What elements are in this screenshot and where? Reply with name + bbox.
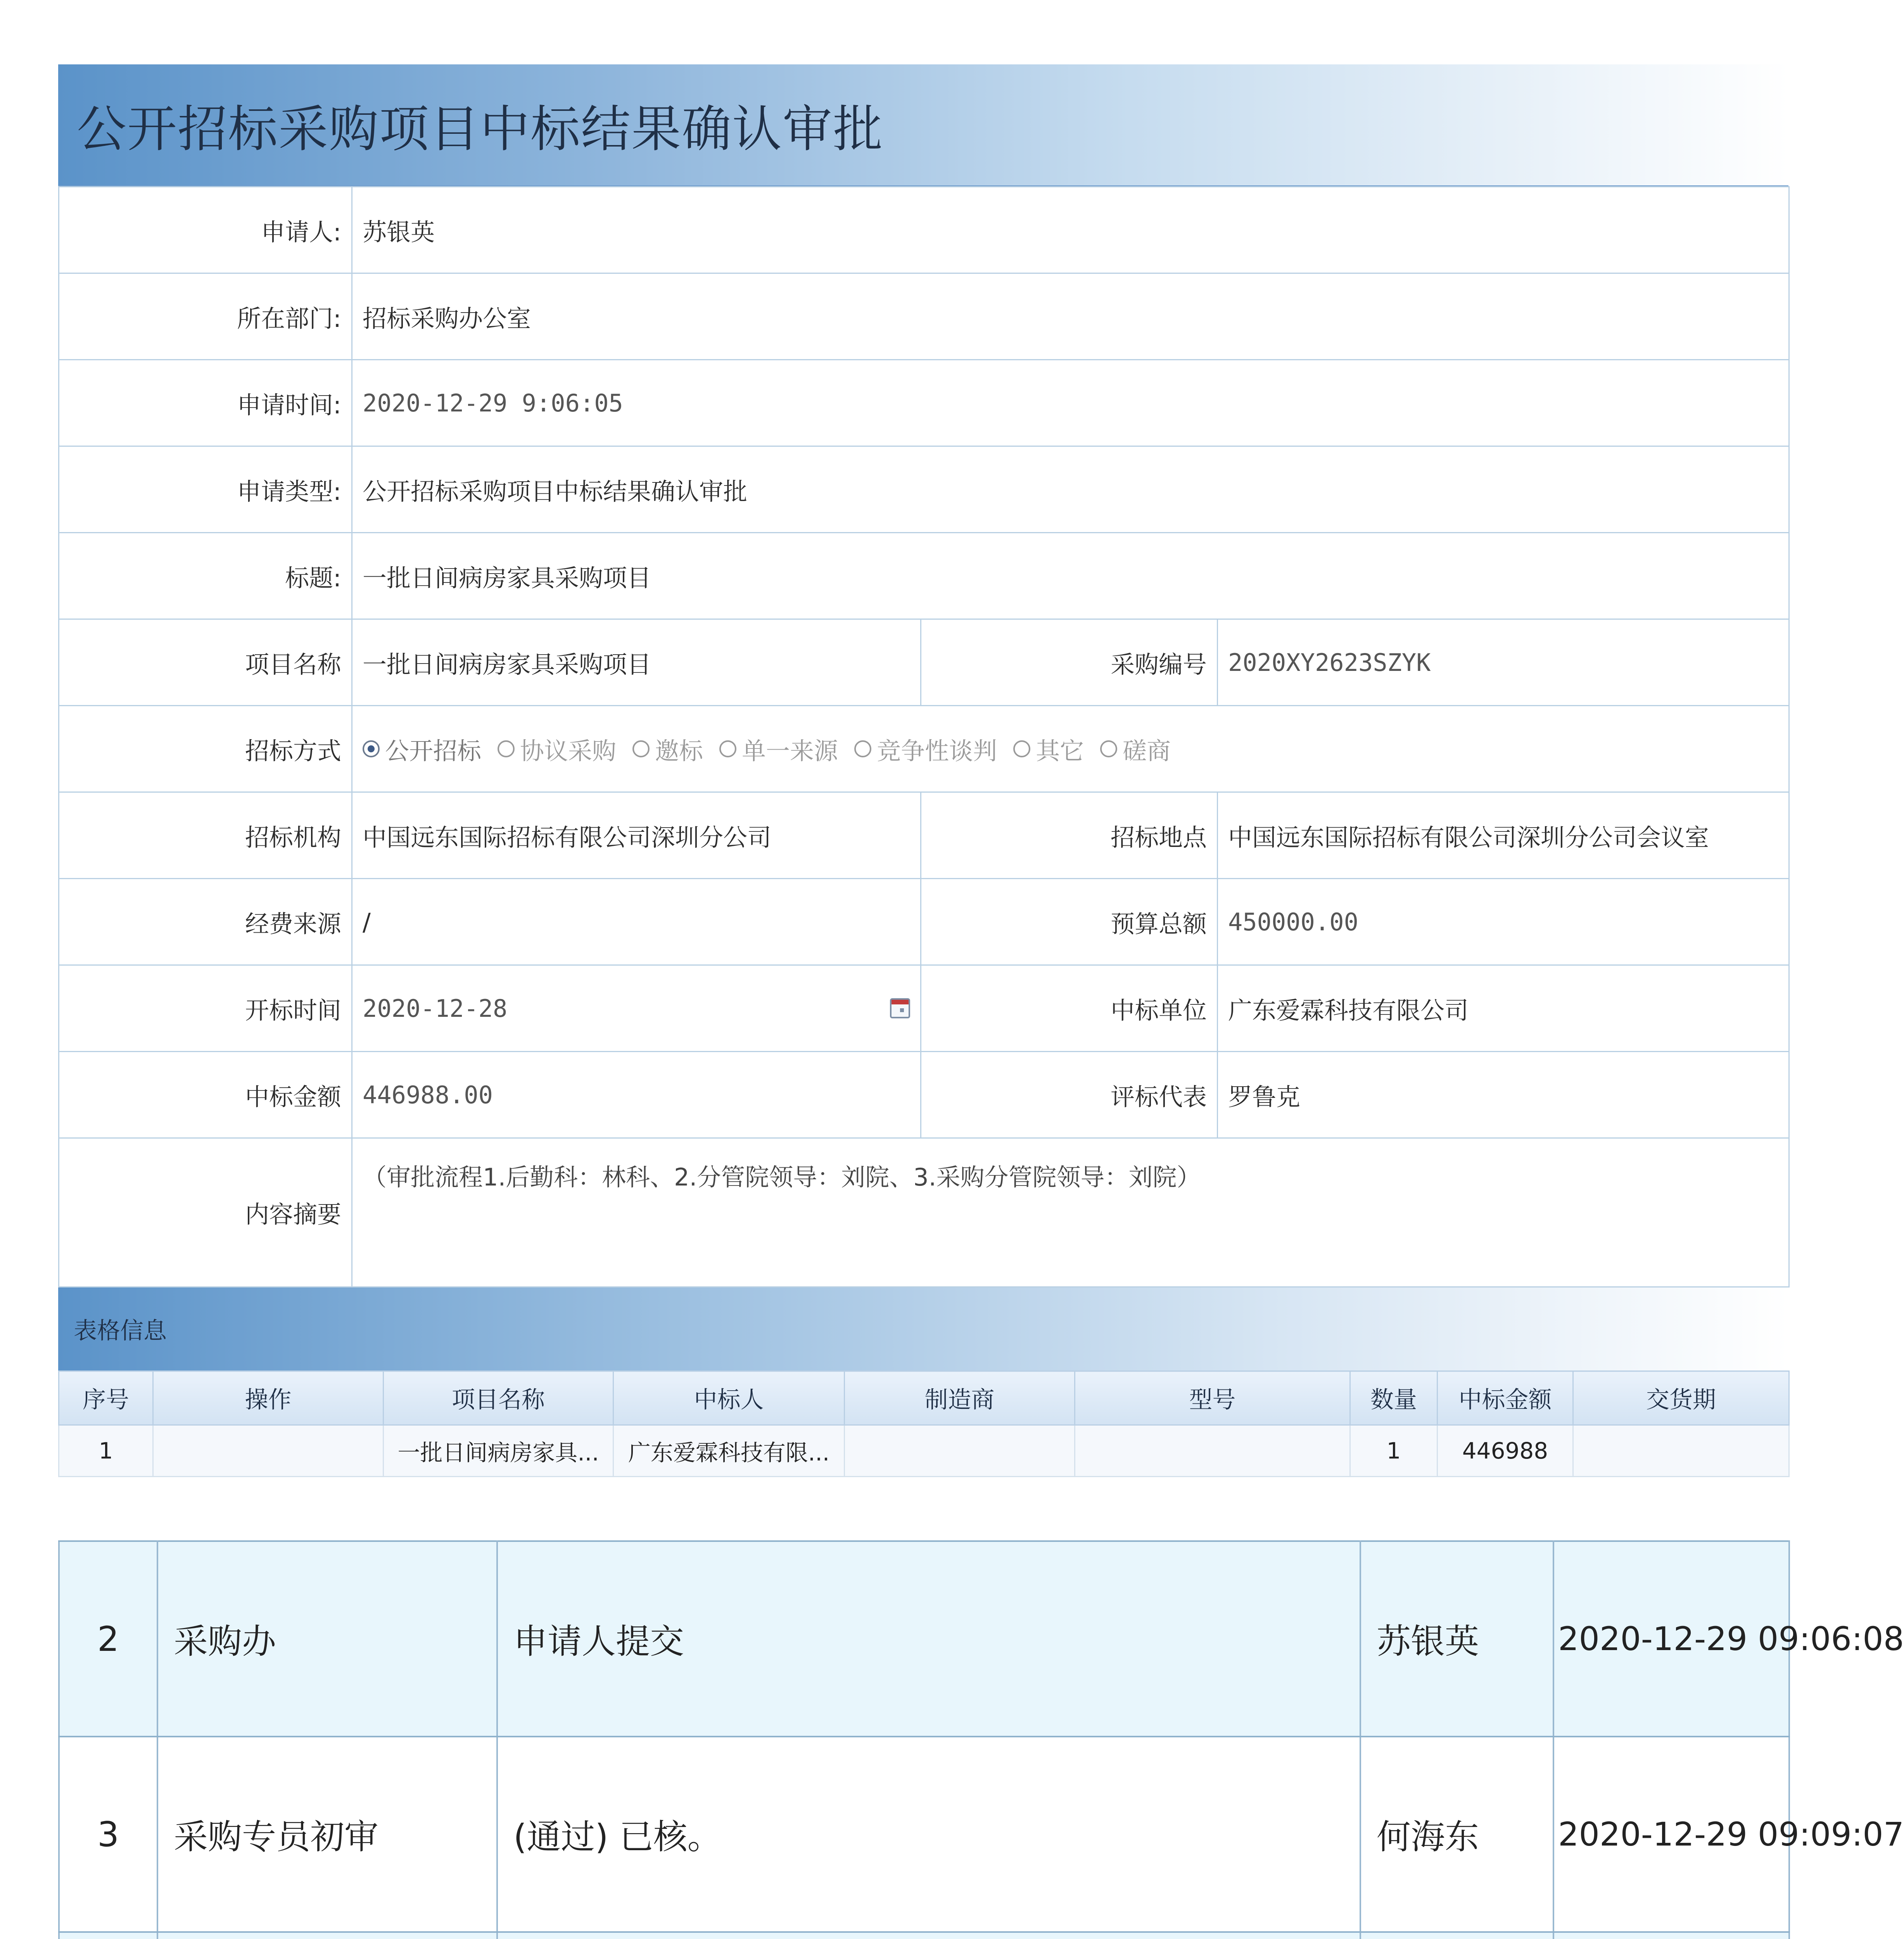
approval-row: [59, 1932, 1789, 1939]
winner-label: 中标单位: [921, 965, 1218, 1052]
row-project: [59, 619, 1789, 706]
approval-approver-signature: [1360, 1932, 1553, 1939]
approval-step: 3: [59, 1737, 157, 1932]
radio-empty-icon: [498, 740, 515, 757]
row-bid-method: [59, 706, 1789, 792]
budget-value: 450000.00: [1218, 879, 1789, 965]
cell-amount: 446988: [1438, 1425, 1573, 1477]
approval-node: 采购专员初审: [157, 1737, 497, 1932]
radio-open-bid[interactable]: 公开招标: [363, 732, 481, 766]
approval-row: [59, 1541, 1789, 1737]
location-label: 招标地点: [921, 792, 1218, 879]
approval-node: 采购办: [157, 1541, 497, 1737]
cell-delivery: [1573, 1425, 1789, 1477]
location-value: 中国远东国际招标有限公司深圳分公司会议室: [1218, 792, 1789, 879]
purchase-no-label: 采购编号: [921, 619, 1218, 706]
approval-approver: 何海东: [1360, 1737, 1553, 1932]
applicant-label: 申请人:: [59, 187, 352, 273]
approval-step: [59, 1932, 157, 1939]
radio-consult[interactable]: 磋商: [1100, 732, 1171, 766]
apply-type-value: 公开招标采购项目中标结果确认审批: [352, 446, 1789, 533]
radio-agreement[interactable]: 协议采购: [498, 732, 616, 766]
project-name-value: 一批日间病房家具采购项目: [352, 619, 921, 706]
approval-form-page: [58, 64, 1788, 1477]
radio-empty-icon: [632, 740, 650, 757]
radio-invited[interactable]: 邀标: [632, 732, 703, 766]
approval-time: 2020-12-29 09:06:08: [1553, 1541, 1789, 1737]
radio-empty-icon: [719, 740, 736, 757]
subject-label: 标题:: [59, 533, 352, 619]
approval-history: [58, 1540, 1904, 1939]
approval-step: 2: [59, 1541, 157, 1737]
radio-selected-icon: [363, 740, 380, 757]
table-row[interactable]: [59, 1425, 1789, 1477]
radio-empty-icon: [854, 740, 871, 757]
col-op: 操作: [153, 1371, 384, 1425]
open-time-field[interactable]: [352, 965, 921, 1052]
apply-time-label: 申请时间:: [59, 360, 352, 446]
calendar-icon[interactable]: [890, 998, 910, 1018]
items-table: [58, 1370, 1790, 1477]
bid-method-label: 招标方式: [59, 706, 352, 792]
department-label: 所在部门:: [59, 273, 352, 360]
row-fund: [59, 879, 1789, 965]
row-department: [59, 273, 1789, 360]
col-maker: 制造商: [845, 1371, 1075, 1425]
approval-time: 2020-12-29 09:09:07: [1553, 1737, 1789, 1932]
win-amount-value: 446988.00: [352, 1052, 921, 1138]
cell-no: 1: [59, 1425, 153, 1477]
fund-source-value: /: [352, 879, 921, 965]
title-bar: [58, 64, 1788, 186]
department-value: 招标采购办公室: [352, 273, 1789, 360]
apply-type-label: 申请类型:: [59, 446, 352, 533]
col-qty: 数量: [1350, 1371, 1438, 1425]
summary-value: （审批流程1.后勤科：林科、2.分管院领导：刘院、3.采购分管院领导：刘院）: [352, 1138, 1789, 1287]
table-info-title: 表格信息: [74, 1317, 167, 1345]
row-open-time: [59, 965, 1789, 1052]
radio-other[interactable]: 其它: [1013, 732, 1084, 766]
approval-opinion: [497, 1932, 1360, 1939]
approval-node: [157, 1932, 497, 1939]
open-time-label: 开标时间: [59, 965, 352, 1052]
row-agency: [59, 792, 1789, 879]
radio-empty-icon: [1013, 740, 1030, 757]
approval-time: [1553, 1932, 1789, 1939]
purchase-no-value: 2020XY2623SZYK: [1218, 619, 1789, 706]
evaluator-value: 罗鲁克: [1218, 1052, 1789, 1138]
approval-table: [58, 1540, 1904, 1939]
agency-label: 招标机构: [59, 792, 352, 879]
budget-label: 预算总额: [921, 879, 1218, 965]
row-amount: [59, 1052, 1789, 1138]
approval-approver: 苏银英: [1360, 1541, 1553, 1737]
table-info-header: [58, 1287, 1788, 1370]
page-title: 公开招标采购项目中标结果确认审批: [77, 100, 884, 158]
col-model: 型号: [1075, 1371, 1350, 1425]
winner-value: 广东爱霖科技有限公司: [1218, 965, 1789, 1052]
applicant-value: 苏银英: [352, 187, 1789, 273]
cell-model: [1075, 1425, 1350, 1477]
agency-value: 中国远东国际招标有限公司深圳分公司: [352, 792, 921, 879]
items-header-row: [59, 1371, 1789, 1425]
open-time-value: 2020-12-28: [363, 994, 508, 1023]
fund-source-label: 经费来源: [59, 879, 352, 965]
bid-method-options: [352, 706, 1789, 792]
approval-opinion: (通过) 已核。: [497, 1737, 1360, 1932]
approval-opinion: 申请人提交: [497, 1541, 1360, 1737]
radio-empty-icon: [1100, 740, 1117, 757]
row-subject: [59, 533, 1789, 619]
row-apply-time: [59, 360, 1789, 446]
apply-time-value: 2020-12-29 9:06:05: [352, 360, 1789, 446]
radio-single-source[interactable]: 单一来源: [719, 732, 838, 766]
cell-project: 一批日间病房家具...: [384, 1425, 613, 1477]
row-summary: [59, 1138, 1789, 1287]
cell-maker: [845, 1425, 1075, 1477]
evaluator-label: 评标代表: [921, 1052, 1218, 1138]
col-no: 序号: [59, 1371, 153, 1425]
col-delivery: 交货期: [1573, 1371, 1789, 1425]
cell-op[interactable]: [153, 1425, 384, 1477]
subject-value: 一批日间病房家具采购项目: [352, 533, 1789, 619]
col-amount: 中标金额: [1438, 1371, 1573, 1425]
win-amount-label: 中标金额: [59, 1052, 352, 1138]
col-winner: 中标人: [613, 1371, 845, 1425]
summary-label: 内容摘要: [59, 1138, 352, 1287]
col-project: 项目名称: [384, 1371, 613, 1425]
row-apply-type: [59, 446, 1789, 533]
row-applicant: [59, 187, 1789, 273]
approval-row: [59, 1737, 1789, 1932]
cell-qty: 1: [1350, 1425, 1438, 1477]
radio-competitive[interactable]: 竞争性谈判: [854, 732, 997, 766]
application-form: [58, 186, 1790, 1287]
cell-winner: 广东爱霖科技有限...: [613, 1425, 845, 1477]
project-name-label: 项目名称: [59, 619, 352, 706]
